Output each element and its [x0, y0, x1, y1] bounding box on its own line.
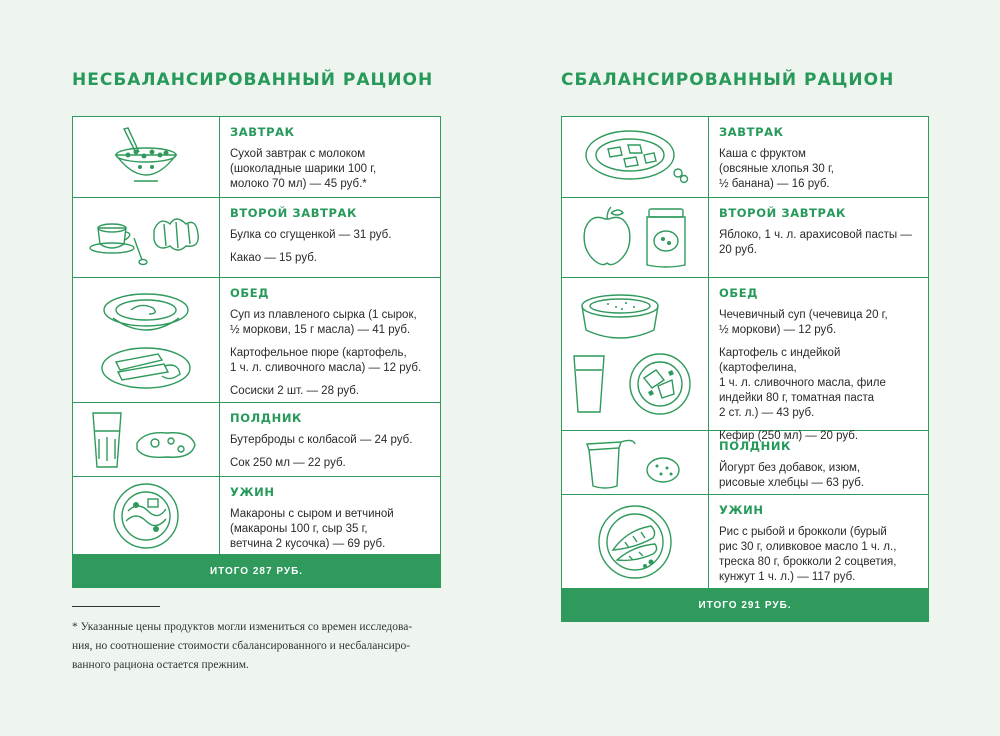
table-row: [562, 197, 928, 277]
meal-item: Кефир (250 мл) — 20 руб.: [719, 430, 859, 442]
meal-title: ЗАВТРАК: [719, 125, 784, 139]
meal-item: Сок 250 мл — 22 руб.: [230, 457, 346, 469]
table-row: [73, 476, 440, 554]
soup-bowl-icon: [101, 288, 191, 338]
unbalanced-diet-table: [72, 116, 441, 588]
apple-and-peanut-jar-icon: [579, 205, 691, 271]
footnote: * Указанные цены продуктов могли измениться со времен исследова- ния, но соотношение стоимости сбалансированного и несбалансиро- ванного рациона остается прежним.: [72, 621, 413, 671]
table-row: [562, 277, 928, 442]
meal-title: ВТОРОЙ ЗАВТРАК: [230, 206, 358, 220]
balanced-diet-table: [561, 116, 929, 622]
meal-item: Сухой завтрак с молоком (шоколадные шарики 100 г, молоко 70 мл) — 45 руб.*: [230, 148, 377, 190]
table-row: [562, 430, 928, 494]
lentil-soup-bowl-icon: [576, 292, 666, 344]
meal-title: ОБЕД: [719, 286, 759, 300]
meal-item: Сосиски 2 шт. — 28 руб.: [230, 385, 360, 397]
table-row: [73, 117, 440, 197]
cocoa-cup-and-bun-icon: [84, 208, 208, 268]
kefir-glass-and-turkey-plate-icon: [570, 350, 698, 416]
table-row: [73, 197, 440, 277]
unbalanced-diet-title: НЕСБАЛАНСИРОВАННЫЙ РАЦИОН: [72, 70, 434, 90]
meal-item: Булка со сгущенкой — 31 руб.: [230, 229, 392, 241]
table-row: [562, 117, 928, 197]
cereal-bowl-icon: [106, 125, 186, 189]
meal-item: Макароны с сыром и ветчиной (макароны 100 г, сыр 35 г, ветчина 2 кусочка) — 69 руб.: [230, 508, 394, 550]
balanced-diet-title: СБАЛАНСИРОВАННЫЙ РАЦИОН: [561, 70, 895, 90]
total-cost: ИТОГО 287 РУБ.: [73, 554, 440, 587]
table-row: [73, 277, 440, 402]
meal-item: Какао — 15 руб.: [230, 252, 317, 264]
meal-title: ПОЛДНИК: [719, 439, 792, 453]
meal-item: Чечевичный суп (чечевица 20 г, ½ моркови) — 12 руб.: [719, 309, 888, 336]
meal-item: Бутерброды с колбасой — 24 руб.: [230, 434, 413, 446]
meal-title: ОБЕД: [230, 286, 270, 300]
meal-item: Суп из плавленого сырка (1 сырок, ½ моркови, 15 г масла) — 41 руб.: [230, 309, 417, 336]
meal-item: Картофель с индейкой (картофелина, 1 ч. л. сливочного масла, филе индейки 80 г, томатная паста 2 ст. л.) — 43 руб.: [719, 347, 886, 419]
meal-title: ВТОРОЙ ЗАВТРАК: [719, 206, 847, 220]
table-row: [562, 494, 928, 588]
porridge-plate-icon: [580, 125, 690, 189]
meal-title: ПОЛДНИК: [230, 411, 303, 425]
meal-item: Каша с фруктом (овсяные хлопья 30 г, ½ банана) — 16 руб.: [719, 148, 834, 190]
meal-title: УЖИН: [719, 503, 764, 517]
meal-title: ЗАВТРАК: [230, 125, 295, 139]
meal-item: Рис с рыбой и брокколи (бурый рис 30 г, оливковое масло 1 ч. л., треска 80 г, брокколи 2 соцветия, кунжут 1 ч. л.) — 117 руб.: [719, 526, 897, 583]
meal-item: Йогурт без добавок, изюм, рисовые хлебцы — 63 руб.: [719, 462, 865, 489]
mashed-potato-plate-icon: [98, 344, 194, 392]
juice-glass-and-sandwich-icon: [87, 409, 205, 471]
table-row: [73, 402, 440, 476]
footnote-divider: [72, 606, 160, 607]
total-cost: ИТОГО 291 РУБ.: [562, 588, 928, 621]
meal-item: Картофельное пюре (картофель, 1 ч. л. сливочного масла) — 12 руб.: [230, 347, 422, 374]
yogurt-cup-and-rice-cake-icon: [583, 434, 687, 492]
meal-item: Яблоко, 1 ч. л. арахисовой пасты — 20 руб.: [719, 229, 912, 256]
pasta-plate-icon: [108, 481, 184, 551]
meal-title: УЖИН: [230, 485, 275, 499]
fish-and-rice-plate-icon: [595, 502, 675, 582]
